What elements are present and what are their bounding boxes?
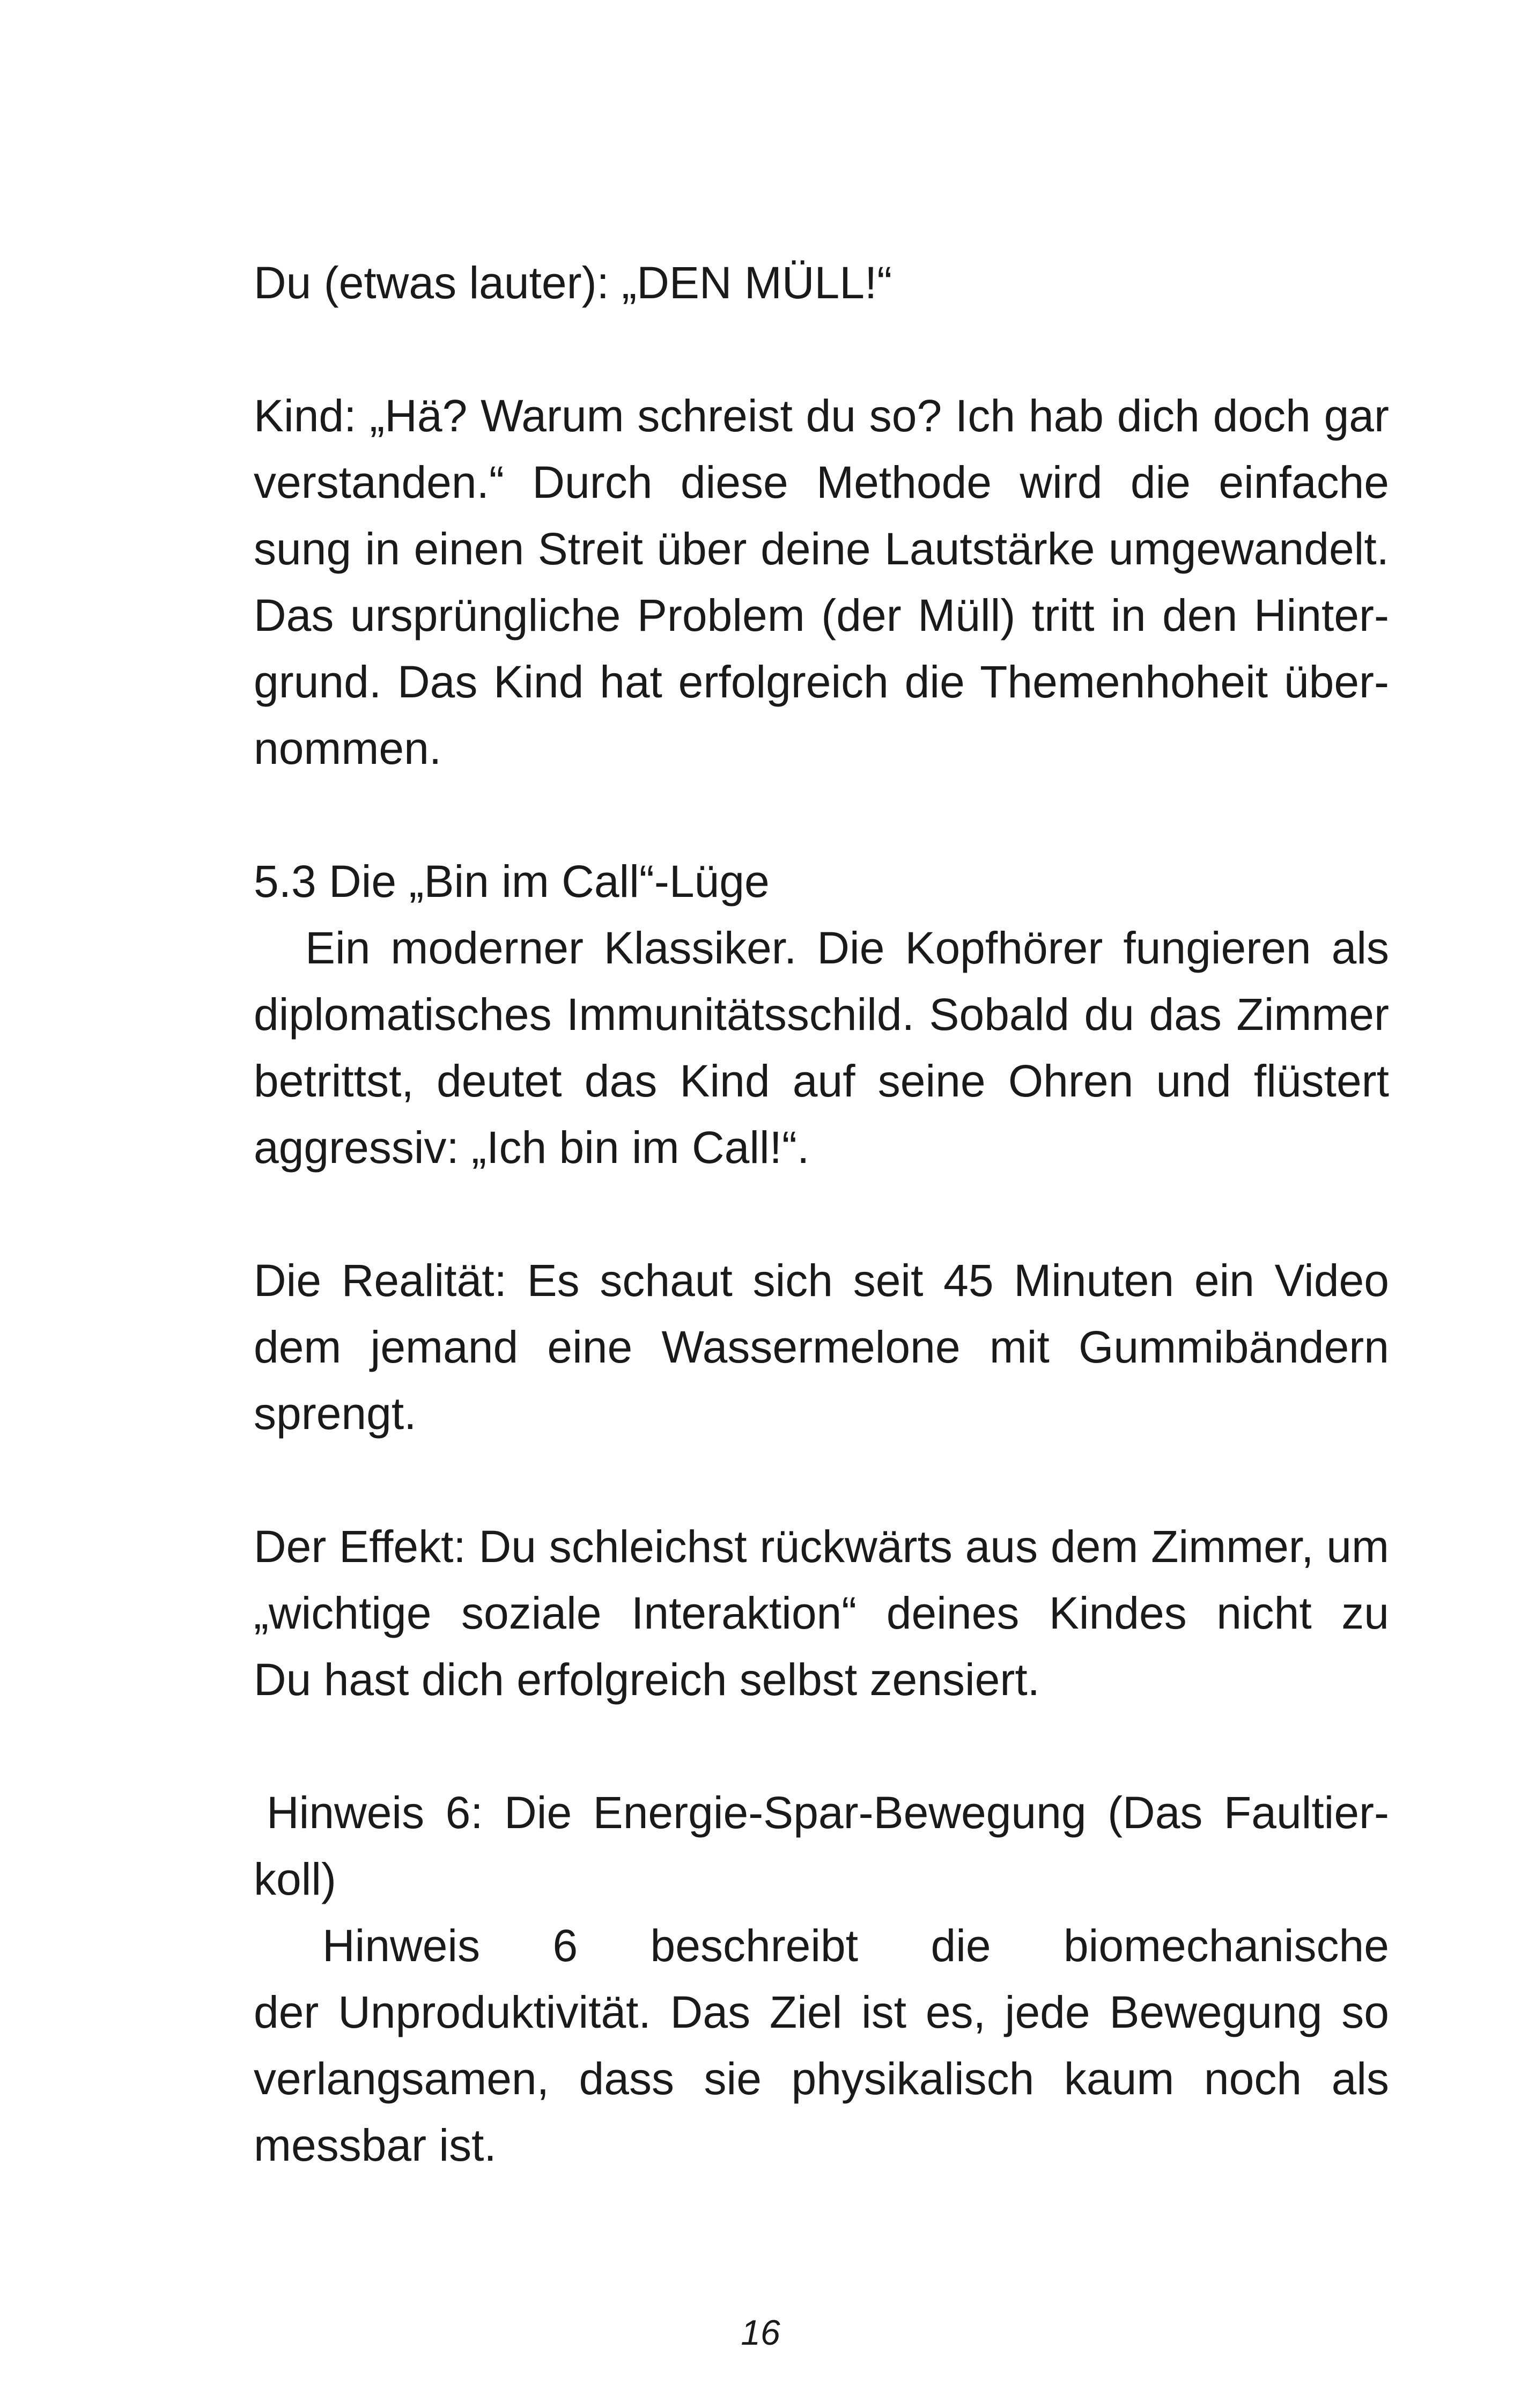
text-line: Hinweis 6 beschreibt die biomechanische	[322, 1920, 1389, 1971]
text-line: messbar ist.	[254, 2120, 497, 2170]
section-heading: koll)	[254, 1854, 337, 1904]
paragraph-gap	[254, 1713, 1389, 1779]
text-line: nommen.	[254, 723, 442, 774]
text-line: Der Effekt: Du schleichst rückwärts aus dem Zimmer, um	[254, 1521, 1389, 1572]
page-number: 16	[741, 2313, 780, 2352]
text-line: der Unproduktivität. Das Ziel ist es, jede Bewegung so	[254, 1987, 1389, 2037]
text-line: Die Realität: Es schaut sich seit 45 Minuten ein Video	[254, 1255, 1389, 1306]
text-line: diplomatisches Immunitätsschild. Sobald du das Zimmer	[254, 989, 1389, 1040]
text-line: Ein moderner Klassiker. Die Kopfhörer fungieren als	[305, 923, 1389, 973]
text-line: sprengt.	[254, 1388, 417, 1439]
paragraph-effect	[254, 1513, 1389, 1713]
text-line: aggressiv: „Ich bin im Call!“.	[254, 1122, 810, 1173]
paragraph-dialog-1	[254, 249, 1389, 316]
text-line: dem jemand eine Wassermelone mit Gummibändern	[254, 1322, 1389, 1372]
text-line: betrittst, deutet das Kind auf seine Ohren und flüstert	[254, 1056, 1389, 1106]
paragraph-dialog-2	[254, 382, 1389, 782]
section-heading: Hinweis 6: Die Energie-Spar-Bewegung (Das Faultier-	[267, 1787, 1389, 1838]
text-line: sung in einen Streit über deine Lautstärke umgewandelt.	[254, 524, 1389, 574]
text-line: „wichtige soziale Interaktion“ deines Kindes nicht zu	[254, 1588, 1389, 1638]
section-heading: 5.3 Die „Bin im Call“-Lüge	[254, 856, 770, 907]
paragraph-gap	[254, 1447, 1389, 1513]
text-line: Du hast dich erfolgreich selbst zensiert.	[254, 1654, 1040, 1705]
page-body	[254, 249, 1389, 2178]
section-hint-6	[254, 1779, 1389, 2178]
paragraph-gap	[254, 316, 1389, 382]
text-line: Du (etwas lauter): „DEN MÜLL!“	[254, 257, 892, 308]
paragraph-gap	[254, 1181, 1389, 1247]
text-line: Das ursprüngliche Problem (der Müll) tritt in den Hinter-	[254, 590, 1389, 640]
paragraph-reality	[254, 1247, 1389, 1447]
text-line: verlangsamen, dass sie physikalisch kaum noch als	[254, 2053, 1389, 2104]
text-line: grund. Das Kind hat erfolgreich die Themenhoheit über-	[254, 657, 1389, 707]
text-line: Kind: „Hä? Warum schreist du so? Ich hab dich doch gar	[254, 391, 1389, 441]
text-line: verstanden.“ Durch diese Methode wird die einfache	[254, 457, 1389, 507]
paragraph-gap	[254, 782, 1389, 848]
section-5-3	[254, 848, 1389, 1181]
